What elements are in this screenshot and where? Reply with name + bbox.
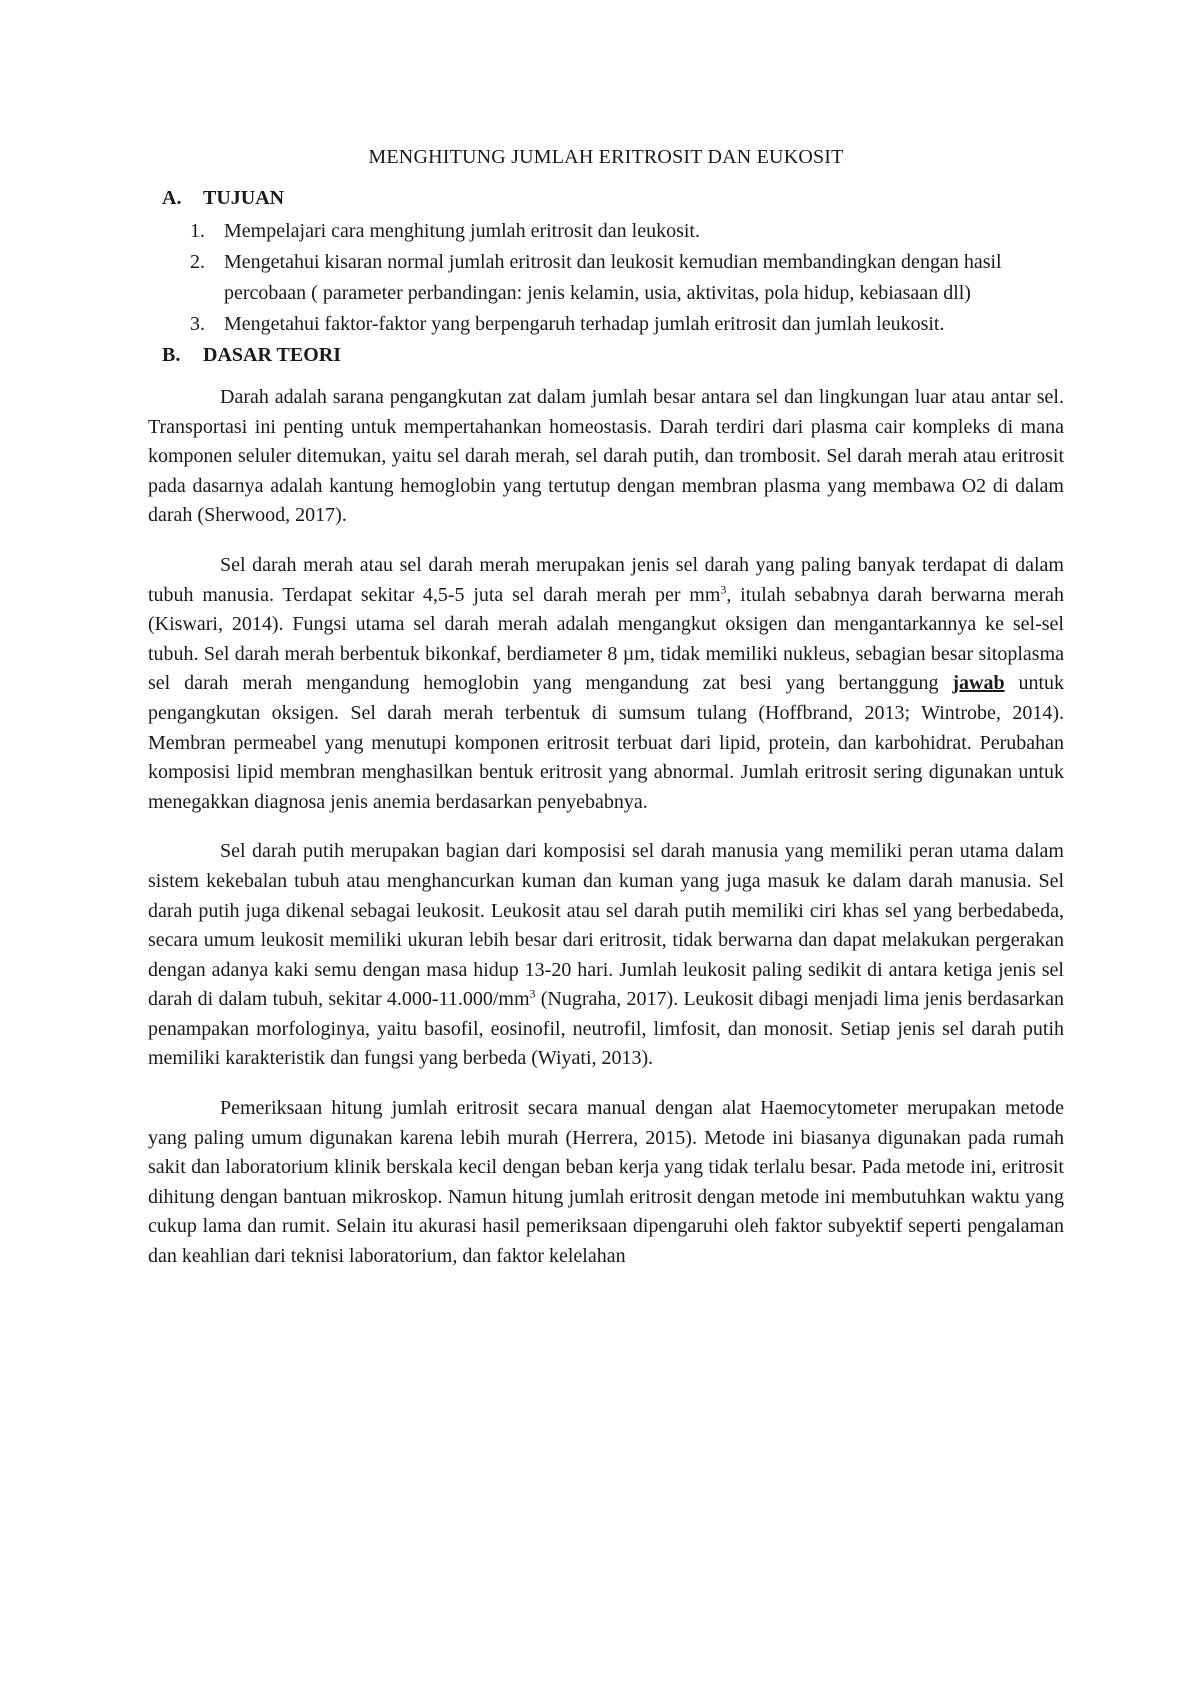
- section-title: DASAR TEORI: [203, 344, 341, 366]
- paragraph-text: Sel darah merah atau sel darah merah merupakan jenis sel darah yang paling banyak terdapat di dalam tubuh manusia. Terdapat sekitar 4,5-5 juta sel darah merah per mm: [148, 553, 1064, 606]
- list-item-number: 3.: [190, 313, 205, 335]
- paragraph-text: untuk pengangkutan oksigen. Sel darah merah terbentuk di sumsum tulang (Hoffbrand, 2013; Wintrobe, 2014). Membran permeabel yang menutupi komponen eritrosit terbuat dari lipid, protein, dan karbohidrat. Perubahan komposisi lipid membran menghasilkan bentuk eritrosit yang abnormal. Jumlah eritrosit sering digunakan untuk menegakkan diagnosa jenis anemia berdasarkan penyebabnya.: [148, 672, 1064, 813]
- paragraph-text: (Nugraha, 2017). Leukosit dibagi menjadi lima jenis berdasarkan penampakan morfologinya, yaitu basofil, eosinofil, neutrofil, limfosit, dan monosit. Setiap jenis sel darah putih memiliki karakteristik dan fungsi yang berbeda (Wiyati, 2013).: [148, 988, 1065, 1070]
- paragraph-darah: Darah adalah sarana pengangkutan zat dalam jumlah besar antara sel dan lingkungan luar atau antar sel. Transportasi ini penting untuk mempertahankan homeostasis. Darah terdiri dari plasma cair kompleks di mana komponen seluler ditemukan, yaitu sel darah merah, sel darah putih, dan trombosit. Sel darah merah atau eritrosit pada dasarnya adalah kantung hemoglobin yang tertutup dengan membran plasma yang membawa O2 di dalam darah (Sherwood, 2017).: [148, 386, 1064, 527]
- paragraph-pemeriksaan: Pemeriksaan hitung jumlah eritrosit secara manual dengan alat Haemocytometer merupakan metode yang paling umum digunakan karena lebih murah (Herrera, 2015). Metode ini biasanya digunakan pada rumah sakit dan laboratorium klinik berskala kecil dengan beban kerja yang tidak terlalu besar. Pada metode ini, eritrosit dihitung dengan bantuan mikroskop. Namun hitung jumlah eritrosit dengan metode ini membutuhkan waktu yang cukup lama dan rumit. Selain itu akurasi hasil pemeriksaan dipengaruhi oleh faktor subyektif seperti pengalaman dan keahlian dari teknisi laboratorium, dan faktor kelelahan: [148, 1097, 1064, 1268]
- list-item: [190, 216, 1064, 247]
- section-heading-dasar-teori: [162, 344, 1064, 367]
- paragraph-text: Sel darah putih merupakan bagian dari komposisi sel darah manusia yang memiliki peran utama dalam sistem kekebalan tubuh atau menghancurkan kuman dan kuman yang juga masuk ke dalam darah manusia. Sel darah putih juga dikenal sebagai leukosit. Leukosit atau sel darah putih memiliki ciri khas sel yang berbedabeda, secara umum leukosit memiliki ukuran lebih besar dari eritrosit, tidak berwarna dan dapat melakukan pergerakan dengan adanya kaki semu dengan masa hidup 13-20 hari. Jumlah leukosit paling sedikit di antara ketiga jenis sel darah di dalam tubuh, sekitar 4.000-11.000/mm: [148, 840, 1064, 1011]
- objectives-list: [148, 216, 1064, 340]
- superscript: 3: [720, 581, 727, 596]
- section-letter: A.: [162, 187, 182, 209]
- list-item-text: Mengetahui kisaran normal jumlah eritrosit dan leukosit kemudian membandingkan dengan hasil percobaan ( parameter perbandingan: jenis kelamin, usia, aktivitas, pola hidup, kebiasaan dll): [224, 251, 1002, 304]
- list-item: [190, 247, 1064, 309]
- superscript: 3: [529, 986, 536, 1001]
- paragraph-text: , itulah sebabnya darah berwarna merah (Kiswari, 2014). Fungsi utama sel darah merah adalah mengangkut oksigen dan mengantarkannya ke sel-sel tubuh. Sel darah merah berbentuk bikonkaf, berdiameter 8 µm, tidak memiliki nukleus, sebagian besar sitoplasma sel darah merah mengandung hemoglobin yang mengandung zat besi yang bertanggung: [148, 583, 1064, 695]
- list-item: [190, 309, 1064, 340]
- list-item-text: Mengetahui faktor-faktor yang berpengaruh terhadap jumlah eritrosit dan jumlah leukosit.: [224, 313, 945, 335]
- paragraph-sel-darah-merah: [148, 551, 1064, 817]
- section-title: TUJUAN: [203, 187, 285, 209]
- section-letter: B.: [162, 344, 181, 366]
- list-item-number: 1.: [190, 220, 205, 242]
- section-heading-tujuan: [162, 187, 1064, 210]
- paragraph-sel-darah-putih: [148, 837, 1064, 1074]
- list-item-text: Mempelajari cara menghitung jumlah eritrosit dan leukosit.: [224, 220, 700, 242]
- document-title: MENGHITUNG JUMLAH ERITROSIT DAN EUKOSIT: [368, 146, 844, 168]
- list-item-number: 2.: [190, 251, 205, 273]
- emphasized-word: jawab: [952, 672, 1005, 695]
